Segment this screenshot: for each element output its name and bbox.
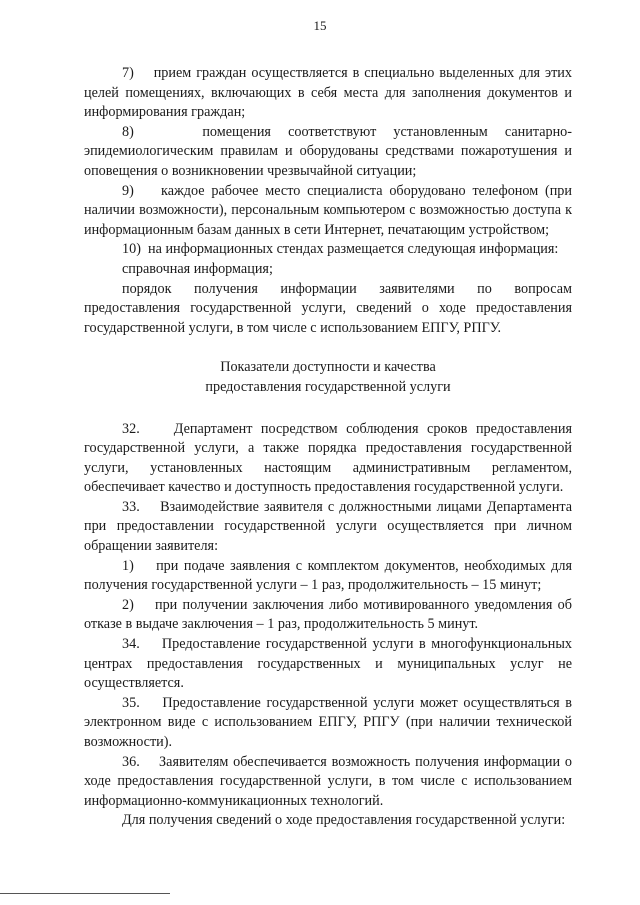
paragraph-status-info: Для получения сведений о ходе предоставления государственной услуги: [122, 812, 566, 829]
page-number: 15 [313, 18, 327, 33]
paragraph-8: 8) помещения соответствуют установленным санитарно-эпидемиологическим правилам и оборудованы средствами пожаротушения и оповещения о возникновении чрезвычайной ситуации; [84, 123, 572, 179]
document-body [84, 64, 572, 831]
paragraph-33: 33. Взаимодействие заявителя с должностными лицами Департамента при предоставлении государственной услуги осуществляется при личном обращении заявителя: [84, 498, 572, 555]
paragraph-33-item-1: 1) при подаче заявления с комплектом документов, необходимых для получения государственной услуги – 1 раз, продолжительность – 15 минут; [84, 557, 572, 594]
paragraph-info-procedure: порядок получения информации заявителями по вопросам предоставления государственной услуги, сведений о ходе предоставления государственной услуги, в том числе с использованием ЕПГУ, РПГУ. [84, 280, 572, 336]
paragraph-reference-info: справочная информация; [122, 260, 273, 277]
paragraph-35: 35. Предоставление государственной услуги может осуществляться в электронном виде с использованием ЕПГУ, РПГУ (при наличии технической возможности). [84, 694, 572, 750]
footer-rule [0, 893, 170, 894]
paragraph-33-item-2: 2) при получении заключения либо мотивированного уведомления об отказе в выдаче заключения – 1 раз, продолжительность 5 минут. [84, 596, 572, 633]
paragraph-9: 9) каждое рабочее место специалиста оборудовано телефоном (при наличии возможности), персональным компьютером с возможностью доступа к информационным базам данных в сети Интернет, печатающим устройством; [84, 182, 572, 238]
section-heading-line-2: предоставления государственной услуги [205, 378, 451, 395]
paragraph-32: 32. Департамент посредством соблюдения сроков предоставления государственной услуги, а также порядка предоставления государственной услуги, установленных настоящим административным регламентом, обеспечивает качество и доступность предоставления государственной услуги. [84, 420, 572, 496]
section-heading-line-1: Показатели доступности и качества [220, 359, 436, 376]
paragraph-7: 7) прием граждан осуществляется в специально выделенных для этих целей помещениях, включающих в себя места для заполнения документов и информирования граждан; [84, 65, 572, 121]
paragraph-34: 34. Предоставление государственной услуги в многофункциональных центрах предоставления государственных и муниципальных услуг не осуществляется. [84, 636, 572, 692]
paragraph-36: 36. Заявителям обеспечивается возможность получения информации о ходе предоставления государственной услуги, в том числе с использованием информационно-коммуникационных технологий. [84, 753, 572, 809]
paragraph-10: 10) на информационных стендах размещается следующая информация: [122, 241, 559, 258]
section-heading [84, 358, 572, 397]
